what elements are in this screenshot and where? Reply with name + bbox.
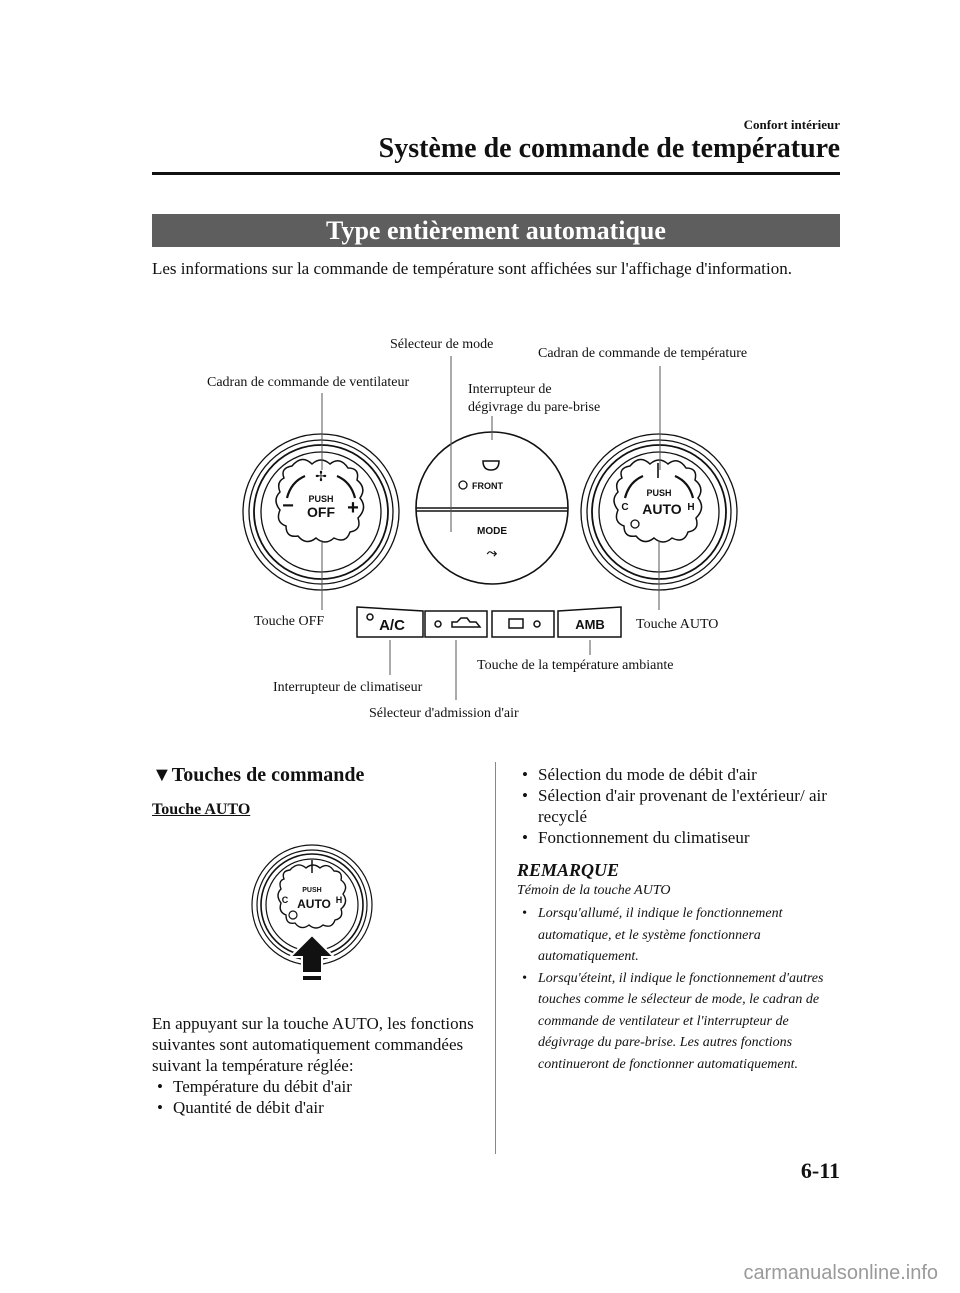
note-heading: REMARQUE — [517, 860, 620, 880]
label-temp-dial: Cadran de commande de température — [538, 346, 748, 361]
list-item: • Sélection du mode de débit d'air — [517, 764, 847, 785]
note-title: Témoin de la touche AUTO — [517, 883, 671, 898]
svg-text:AUTO: AUTO — [297, 897, 331, 911]
svg-text:PUSH: PUSH — [302, 887, 322, 894]
label-mode-selector: Sélecteur de mode — [390, 337, 494, 352]
svg-text:FRONT: FRONT — [472, 481, 503, 491]
label-ambient-button: Touche de la température ambiante — [477, 658, 674, 673]
svg-text:C: C — [621, 502, 629, 513]
temp-dial-icon — [581, 434, 737, 590]
svg-text:⤳: ⤳ — [486, 545, 498, 560]
section-heading: ▼Touches de commande — [152, 764, 365, 786]
svg-text:H: H — [687, 502, 695, 513]
button-bar-icon — [357, 607, 621, 637]
label-fan-dial: Cadran de commande de ventilateur — [207, 375, 410, 390]
svg-text:OFF: OFF — [307, 504, 335, 520]
auto-functions-list-left — [152, 1076, 482, 1118]
label-ac-switch: Interrupteur de climatiseur — [273, 680, 423, 695]
chapter-label: Confort intérieur — [743, 117, 840, 132]
list-item: • Quantité de débit d'air — [152, 1097, 482, 1118]
svg-text:MODE: MODE — [477, 526, 507, 537]
note-list — [517, 903, 847, 1075]
list-item: • Sélection d'air provenant de l'extérieur/ air recyclé — [517, 785, 847, 827]
list-item: • Lorsqu'éteint, il indique le fonctionnement d'autres touches comme le sélecteur de mode, le cadran de commande de ventilateur et l'interrupteur de dégivrage du pare-brise. Les autres fonctions continueront de fonctionner automatiquement. — [517, 968, 847, 1076]
label-auto-button: Touche AUTO — [636, 617, 719, 632]
svg-text:AMB: AMB — [575, 617, 605, 632]
column-divider — [495, 762, 496, 1154]
fan-dial-icon — [243, 434, 399, 590]
label-defrost-line2: dégivrage du pare-brise — [468, 400, 601, 415]
label-off-button: Touche OFF — [254, 614, 325, 629]
mode-panel-icon — [416, 432, 568, 584]
auto-description — [152, 1013, 482, 1118]
section-title-band: Type entièrement automatique — [152, 214, 840, 247]
triangle-down-icon: ▼ — [152, 764, 172, 786]
label-defrost-line1: Interrupteur de — [468, 382, 552, 397]
svg-text:AUTO: AUTO — [642, 501, 682, 517]
auto-functions-list-right — [517, 764, 847, 848]
svg-text:H: H — [335, 895, 343, 905]
intro-paragraph: Les informations sur la commande de température sont affichées sur l'affichage d'information. — [152, 259, 792, 278]
label-intake-selector: Sélecteur d'admission d'air — [369, 706, 519, 721]
auto-description-text: En appuyant sur la touche AUTO, les fonctions suivantes sont automatiquement commandées suivant la température réglée: — [152, 1014, 474, 1075]
svg-text:PUSH: PUSH — [308, 494, 334, 504]
list-item: • Fonctionnement du climatiseur — [517, 827, 847, 848]
svg-text:PUSH: PUSH — [646, 488, 672, 498]
svg-text:A/C: A/C — [379, 617, 405, 634]
page-title: Système de commande de température — [378, 133, 840, 164]
page-number: 6-11 — [800, 1158, 840, 1183]
auto-knob-illustration — [250, 843, 380, 993]
svg-text:−: − — [282, 495, 294, 517]
svg-text:✢: ✢ — [315, 468, 327, 484]
svg-text:C: C — [281, 895, 289, 905]
svg-text:+: + — [347, 497, 359, 519]
subsection-heading: Touche AUTO — [152, 801, 251, 818]
list-item: • Lorsqu'allumé, il indique le fonctionnement automatique, et le système fonctionnera automatiquement. — [517, 903, 847, 968]
list-item: • Température du débit d'air — [152, 1076, 482, 1097]
header-divider — [152, 172, 840, 175]
watermark: carmanualsonline.info — [743, 1262, 938, 1284]
